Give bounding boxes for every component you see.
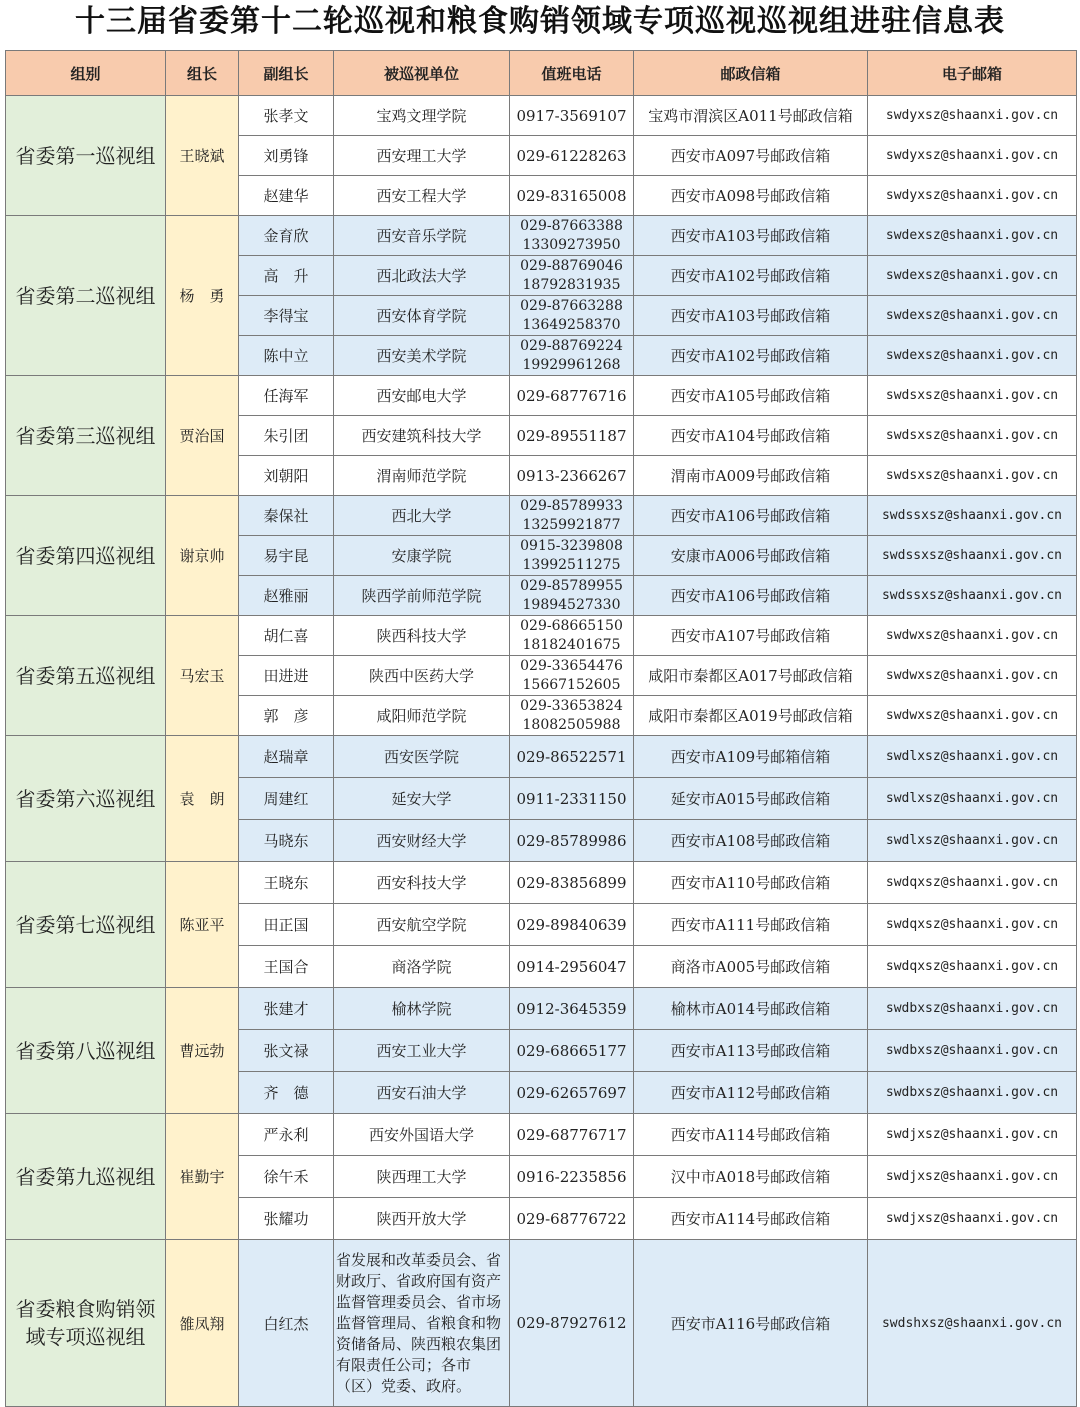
duty-phone (510, 1072, 634, 1114)
phone-number: 0915-3239808 (520, 537, 623, 554)
phone-number: 18792831935 (522, 276, 621, 293)
phone-number: 18182401675 (522, 636, 621, 653)
deputy-leader: 任海军 (239, 376, 334, 416)
group-name: 省委第七巡视组 (6, 862, 166, 988)
email-address: swdlxsz@shaanxi.gov.cn (868, 778, 1077, 820)
phone-number: 15667152605 (522, 676, 621, 693)
postal-mailbox: 西安市A109号邮箱信箱 (634, 736, 868, 778)
email-address: swdssxsz@shaanxi.gov.cn (868, 576, 1077, 616)
email-address: swdbxsz@shaanxi.gov.cn (868, 1030, 1077, 1072)
page-title: 十三届省委第十二轮巡视和粮食购销领域专项巡视巡视组进驻信息表 (75, 4, 1005, 39)
duty-phone (510, 96, 634, 136)
table-row (6, 1240, 1077, 1407)
phone-number: 029-83856899 (516, 873, 627, 892)
inspected-unit: 陕西中医药大学 (334, 656, 510, 696)
phone-number: 13259921877 (522, 516, 621, 533)
table-row (6, 736, 1077, 778)
phone-number: 0913-2366267 (516, 466, 627, 485)
postal-mailbox: 西安市A106号邮政信箱 (634, 496, 868, 536)
email-address: swdyxsz@shaanxi.gov.cn (868, 176, 1077, 216)
inspected-unit: 西安理工大学 (334, 136, 510, 176)
email-address: swdssxsz@shaanxi.gov.cn (868, 536, 1077, 576)
duty-phone (510, 1240, 634, 1407)
postal-mailbox: 安康市A006号邮政信箱 (634, 536, 868, 576)
header-email: 电子邮箱 (868, 51, 1077, 96)
duty-phone (510, 736, 634, 778)
postal-mailbox: 西安市A114号邮政信箱 (634, 1198, 868, 1240)
phone-number: 0912-3645359 (516, 999, 627, 1018)
header-mailbox: 邮政信箱 (634, 51, 868, 96)
inspected-unit: 宝鸡文理学院 (334, 96, 510, 136)
email-address: swdexsz@shaanxi.gov.cn (868, 296, 1077, 336)
deputy-leader: 胡仁喜 (239, 616, 334, 656)
deputy-leader: 张耀功 (239, 1198, 334, 1240)
duty-phone (510, 176, 634, 216)
postal-mailbox: 西安市A108号邮政信箱 (634, 820, 868, 862)
email-address: swdyxsz@shaanxi.gov.cn (868, 96, 1077, 136)
email-address: swdexsz@shaanxi.gov.cn (868, 256, 1077, 296)
phone-number: 0911-2331150 (516, 789, 627, 808)
inspected-unit: 陕西开放大学 (334, 1198, 510, 1240)
group-name: 省委第九巡视组 (6, 1114, 166, 1240)
duty-phone (510, 820, 634, 862)
deputy-leader: 马晓东 (239, 820, 334, 862)
inspected-unit: 榆林学院 (334, 988, 510, 1030)
table-row (6, 988, 1077, 1030)
deputy-leader: 张文禄 (239, 1030, 334, 1072)
duty-phone (510, 946, 634, 988)
inspected-unit: 咸阳师范学院 (334, 696, 510, 736)
table-row (6, 1114, 1077, 1156)
group-leader: 袁 朗 (166, 736, 239, 862)
phone-number: 029-33653824 (520, 697, 623, 714)
duty-phone (510, 616, 634, 656)
table-row (6, 376, 1077, 416)
phone-number: 029-87663388 (520, 217, 623, 234)
postal-mailbox: 西安市A105号邮政信箱 (634, 376, 868, 416)
group-leader: 贾治国 (166, 376, 239, 496)
inspected-unit: 商洛学院 (334, 946, 510, 988)
duty-phone (510, 1114, 634, 1156)
phone-number: 029-86522571 (516, 747, 627, 766)
table-row (6, 862, 1077, 904)
postal-mailbox: 西安市A104号邮政信箱 (634, 416, 868, 456)
duty-phone (510, 536, 634, 576)
phone-number: 029-61228263 (516, 146, 627, 165)
postal-mailbox: 汉中市A018号邮政信箱 (634, 1156, 868, 1198)
deputy-leader: 田进进 (239, 656, 334, 696)
inspected-unit: 渭南师范学院 (334, 456, 510, 496)
inspected-unit: 西安航空学院 (334, 904, 510, 946)
inspected-unit: 西北大学 (334, 496, 510, 536)
group-leader: 陈亚平 (166, 862, 239, 988)
deputy-leader: 王晓东 (239, 862, 334, 904)
group-leader: 杨 勇 (166, 216, 239, 376)
postal-mailbox: 西安市A116号邮政信箱 (634, 1240, 868, 1407)
postal-mailbox: 西安市A113号邮政信箱 (634, 1030, 868, 1072)
header-group: 组别 (6, 51, 166, 96)
header-phone: 值班电话 (510, 51, 634, 96)
duty-phone (510, 862, 634, 904)
inspected-unit: 延安大学 (334, 778, 510, 820)
deputy-leader: 赵雅丽 (239, 576, 334, 616)
group-leader: 谢京帅 (166, 496, 239, 616)
phone-number: 029-68776717 (516, 1125, 627, 1144)
duty-phone (510, 656, 634, 696)
deputy-leader: 郭 彦 (239, 696, 334, 736)
phone-number: 13992511275 (522, 556, 621, 573)
postal-mailbox: 咸阳市秦都区A017号邮政信箱 (634, 656, 868, 696)
deputy-leader: 陈中立 (239, 336, 334, 376)
email-address: swdsxsz@shaanxi.gov.cn (868, 416, 1077, 456)
deputy-leader: 朱引团 (239, 416, 334, 456)
email-address: swdexsz@shaanxi.gov.cn (868, 216, 1077, 256)
inspected-unit: 西北政法大学 (334, 256, 510, 296)
group-leader: 马宏玉 (166, 616, 239, 736)
group-name: 省委第三巡视组 (6, 376, 166, 496)
inspected-unit: 西安美术学院 (334, 336, 510, 376)
header-unit: 被巡视单位 (334, 51, 510, 96)
email-address: swdbxsz@shaanxi.gov.cn (868, 1072, 1077, 1114)
deputy-leader: 徐午禾 (239, 1156, 334, 1198)
duty-phone (510, 904, 634, 946)
email-address: swdsxsz@shaanxi.gov.cn (868, 376, 1077, 416)
inspected-unit: 西安工业大学 (334, 1030, 510, 1072)
group-leader: 雒凤翔 (166, 1240, 239, 1407)
postal-mailbox: 西安市A110号邮政信箱 (634, 862, 868, 904)
inspected-unit: 西安邮电大学 (334, 376, 510, 416)
postal-mailbox: 西安市A098号邮政信箱 (634, 176, 868, 216)
email-address: swdqxsz@shaanxi.gov.cn (868, 946, 1077, 988)
duty-phone (510, 576, 634, 616)
phone-number: 029-85789933 (520, 497, 623, 514)
postal-mailbox: 西安市A107号邮政信箱 (634, 616, 868, 656)
table-row (6, 616, 1077, 656)
group-name: 省委第八巡视组 (6, 988, 166, 1114)
deputy-leader: 周建红 (239, 778, 334, 820)
deputy-leader: 高 升 (239, 256, 334, 296)
postal-mailbox: 西安市A097号邮政信箱 (634, 136, 868, 176)
phone-number: 029-88769224 (520, 337, 623, 354)
inspection-info-table (5, 50, 1077, 1407)
inspected-unit: 省发展和改革委员会、省财政厅、省政府国有资产监督管理委员会、省市场监督管理局、省粮食和物资储备局、陕西粮农集团有限责任公司；各市（区）党委、政府。 (334, 1240, 510, 1407)
inspected-unit: 西安石油大学 (334, 1072, 510, 1114)
postal-mailbox: 西安市A103号邮政信箱 (634, 216, 868, 256)
inspected-unit: 西安财经大学 (334, 820, 510, 862)
phone-number: 029-68776716 (516, 386, 627, 405)
postal-mailbox: 宝鸡市渭滨区A011号邮政信箱 (634, 96, 868, 136)
phone-number: 029-88769046 (520, 257, 623, 274)
deputy-leader: 李得宝 (239, 296, 334, 336)
duty-phone (510, 376, 634, 416)
table-row (6, 96, 1077, 136)
group-name: 省委第一巡视组 (6, 96, 166, 216)
duty-phone (510, 988, 634, 1030)
email-address: swdjxsz@shaanxi.gov.cn (868, 1198, 1077, 1240)
inspected-unit: 陕西科技大学 (334, 616, 510, 656)
phone-number: 029-89551187 (516, 426, 627, 445)
email-address: swdjxsz@shaanxi.gov.cn (868, 1114, 1077, 1156)
deputy-leader: 赵建华 (239, 176, 334, 216)
deputy-leader: 易宇昆 (239, 536, 334, 576)
email-address: swdsxsz@shaanxi.gov.cn (868, 456, 1077, 496)
header-row (6, 51, 1077, 96)
email-address: swdjxsz@shaanxi.gov.cn (868, 1156, 1077, 1198)
phone-number: 029-68665150 (520, 617, 623, 634)
email-address: swdexsz@shaanxi.gov.cn (868, 336, 1077, 376)
duty-phone (510, 1156, 634, 1198)
email-address: swdshxsz@shaanxi.gov.cn (868, 1240, 1077, 1407)
deputy-leader: 王国合 (239, 946, 334, 988)
group-name: 省委第二巡视组 (6, 216, 166, 376)
email-address: swdyxsz@shaanxi.gov.cn (868, 136, 1077, 176)
postal-mailbox: 渭南市A009号邮政信箱 (634, 456, 868, 496)
group-name: 省委第五巡视组 (6, 616, 166, 736)
phone-number: 029-85789986 (516, 831, 627, 850)
inspected-unit: 西安建筑科技大学 (334, 416, 510, 456)
email-address: swdwxsz@shaanxi.gov.cn (868, 656, 1077, 696)
postal-mailbox: 西安市A102号邮政信箱 (634, 256, 868, 296)
phone-number: 029-68776722 (516, 1209, 627, 1228)
phone-number: 0914-2956047 (516, 957, 627, 976)
table-row (6, 496, 1077, 536)
phone-number: 13649258370 (522, 316, 621, 333)
postal-mailbox: 商洛市A005号邮政信箱 (634, 946, 868, 988)
deputy-leader: 白红杰 (239, 1240, 334, 1407)
phone-number: 13309273950 (522, 236, 621, 253)
phone-number: 029-87927612 (516, 1314, 627, 1332)
postal-mailbox: 西安市A114号邮政信箱 (634, 1114, 868, 1156)
table-body (6, 96, 1077, 1407)
inspected-unit: 陕西学前师范学院 (334, 576, 510, 616)
group-name: 省委粮食购销领域专项巡视组 (6, 1240, 166, 1407)
duty-phone (510, 496, 634, 536)
phone-number: 0917-3569107 (516, 106, 627, 125)
group-leader: 崔勤宇 (166, 1114, 239, 1240)
inspected-unit: 安康学院 (334, 536, 510, 576)
postal-mailbox: 西安市A103号邮政信箱 (634, 296, 868, 336)
duty-phone (510, 1030, 634, 1072)
email-address: swdssxsz@shaanxi.gov.cn (868, 496, 1077, 536)
deputy-leader: 刘勇锋 (239, 136, 334, 176)
deputy-leader: 金育欣 (239, 216, 334, 256)
phone-number: 18082505988 (522, 716, 621, 733)
phone-number: 19929961268 (522, 356, 621, 373)
postal-mailbox: 榆林市A014号邮政信箱 (634, 988, 868, 1030)
postal-mailbox: 咸阳市秦都区A019号邮政信箱 (634, 696, 868, 736)
duty-phone (510, 778, 634, 820)
postal-mailbox: 西安市A111号邮政信箱 (634, 904, 868, 946)
deputy-leader: 秦保社 (239, 496, 334, 536)
email-address: swdqxsz@shaanxi.gov.cn (868, 904, 1077, 946)
phone-number: 029-89840639 (516, 915, 627, 934)
inspected-unit: 西安工程大学 (334, 176, 510, 216)
deputy-leader: 田正国 (239, 904, 334, 946)
postal-mailbox: 西安市A102号邮政信箱 (634, 336, 868, 376)
phone-number: 029-33654476 (520, 657, 623, 674)
phone-number: 029-68665177 (516, 1041, 627, 1060)
phone-number: 029-87663288 (520, 297, 623, 314)
table-row (6, 216, 1077, 256)
email-address: swdqxsz@shaanxi.gov.cn (868, 862, 1077, 904)
postal-mailbox: 西安市A112号邮政信箱 (634, 1072, 868, 1114)
phone-number: 0916-2235856 (516, 1167, 627, 1186)
group-name: 省委第四巡视组 (6, 496, 166, 616)
phone-number: 029-83165008 (516, 186, 627, 205)
inspected-unit: 西安外国语大学 (334, 1114, 510, 1156)
email-address: swdwxsz@shaanxi.gov.cn (868, 616, 1077, 656)
group-leader: 曹远勃 (166, 988, 239, 1114)
email-address: swdwxsz@shaanxi.gov.cn (868, 696, 1077, 736)
duty-phone (510, 336, 634, 376)
deputy-leader: 严永利 (239, 1114, 334, 1156)
duty-phone (510, 1198, 634, 1240)
postal-mailbox: 西安市A106号邮政信箱 (634, 576, 868, 616)
duty-phone (510, 296, 634, 336)
deputy-leader: 张建才 (239, 988, 334, 1030)
duty-phone (510, 696, 634, 736)
inspected-unit: 陕西理工大学 (334, 1156, 510, 1198)
duty-phone (510, 136, 634, 176)
phone-number: 19894527330 (522, 596, 621, 613)
email-address: swdlxsz@shaanxi.gov.cn (868, 820, 1077, 862)
duty-phone (510, 216, 634, 256)
email-address: swdbxsz@shaanxi.gov.cn (868, 988, 1077, 1030)
inspected-unit: 西安医学院 (334, 736, 510, 778)
duty-phone (510, 416, 634, 456)
phone-number: 029-62657697 (516, 1083, 627, 1102)
deputy-leader: 齐 德 (239, 1072, 334, 1114)
inspected-unit: 西安体育学院 (334, 296, 510, 336)
deputy-leader: 刘朝阳 (239, 456, 334, 496)
duty-phone (510, 456, 634, 496)
header-deputy: 副组长 (239, 51, 334, 96)
inspected-unit: 西安科技大学 (334, 862, 510, 904)
group-leader: 王晓斌 (166, 96, 239, 216)
email-address: swdlxsz@shaanxi.gov.cn (868, 736, 1077, 778)
header-leader: 组长 (166, 51, 239, 96)
deputy-leader: 赵瑞章 (239, 736, 334, 778)
phone-number: 029-85789955 (520, 577, 623, 594)
deputy-leader: 张孝文 (239, 96, 334, 136)
duty-phone (510, 256, 634, 296)
group-name: 省委第六巡视组 (6, 736, 166, 862)
inspected-unit: 西安音乐学院 (334, 216, 510, 256)
postal-mailbox: 延安市A015号邮政信箱 (634, 778, 868, 820)
